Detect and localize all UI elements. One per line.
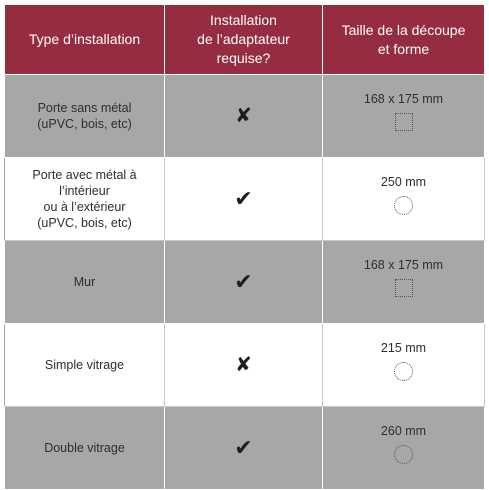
cut-size-cell bbox=[323, 75, 485, 158]
header-installation-type: Type d’installation bbox=[5, 5, 165, 75]
installation-type-cell: Simple vitrage bbox=[5, 324, 165, 407]
adapter-required-cell bbox=[165, 158, 323, 241]
adapter-required-cell bbox=[165, 241, 323, 324]
header-row bbox=[5, 5, 485, 75]
cut-size-cell bbox=[323, 407, 485, 490]
cut-size-label: 168 x 175 mm bbox=[363, 92, 444, 106]
table-row bbox=[5, 158, 485, 241]
check-icon: ✔ bbox=[234, 186, 253, 211]
cut-size-label: 250 mm bbox=[380, 175, 427, 189]
installation-type-cell: Mur bbox=[5, 241, 165, 324]
adapter-required-cell bbox=[165, 75, 323, 158]
cut-size-label: 168 x 175 mm bbox=[363, 258, 444, 272]
header-cut-size-shape: Taille de la découpe et forme bbox=[323, 5, 485, 75]
check-icon: ✔ bbox=[234, 435, 253, 460]
cut-size-cell bbox=[323, 241, 485, 324]
cut-size-cell bbox=[323, 324, 485, 407]
cross-icon: ✘ bbox=[235, 354, 252, 376]
installation-type-cell: Porte avec métal à l’intérieur ou à l’extérieur (uPVC, bois, etc) bbox=[5, 158, 165, 241]
cut-size-cell bbox=[323, 158, 485, 241]
table-row bbox=[5, 407, 485, 490]
installation-table bbox=[4, 4, 485, 490]
table-row bbox=[5, 324, 485, 407]
installation-type-cell: Double vitrage bbox=[5, 407, 165, 490]
adapter-required-cell bbox=[165, 324, 323, 407]
adapter-required-cell bbox=[165, 407, 323, 490]
cut-size-label: 215 mm bbox=[380, 341, 427, 355]
circle-shape-icon bbox=[394, 196, 413, 215]
circle-shape-icon bbox=[394, 362, 413, 381]
installation-type-cell: Porte sans métal (uPVC, bois, etc) bbox=[5, 75, 165, 158]
square-shape-icon bbox=[395, 113, 413, 131]
table-row bbox=[5, 75, 485, 158]
circle-shape-icon bbox=[394, 445, 413, 464]
cut-size-label: 260 mm bbox=[380, 424, 427, 438]
table-row bbox=[5, 241, 485, 324]
check-icon: ✔ bbox=[234, 269, 253, 294]
cross-icon: ✘ bbox=[235, 105, 252, 127]
square-shape-icon bbox=[395, 279, 413, 297]
header-adapter-required: Installation de l’adaptateur requise? bbox=[165, 5, 323, 75]
